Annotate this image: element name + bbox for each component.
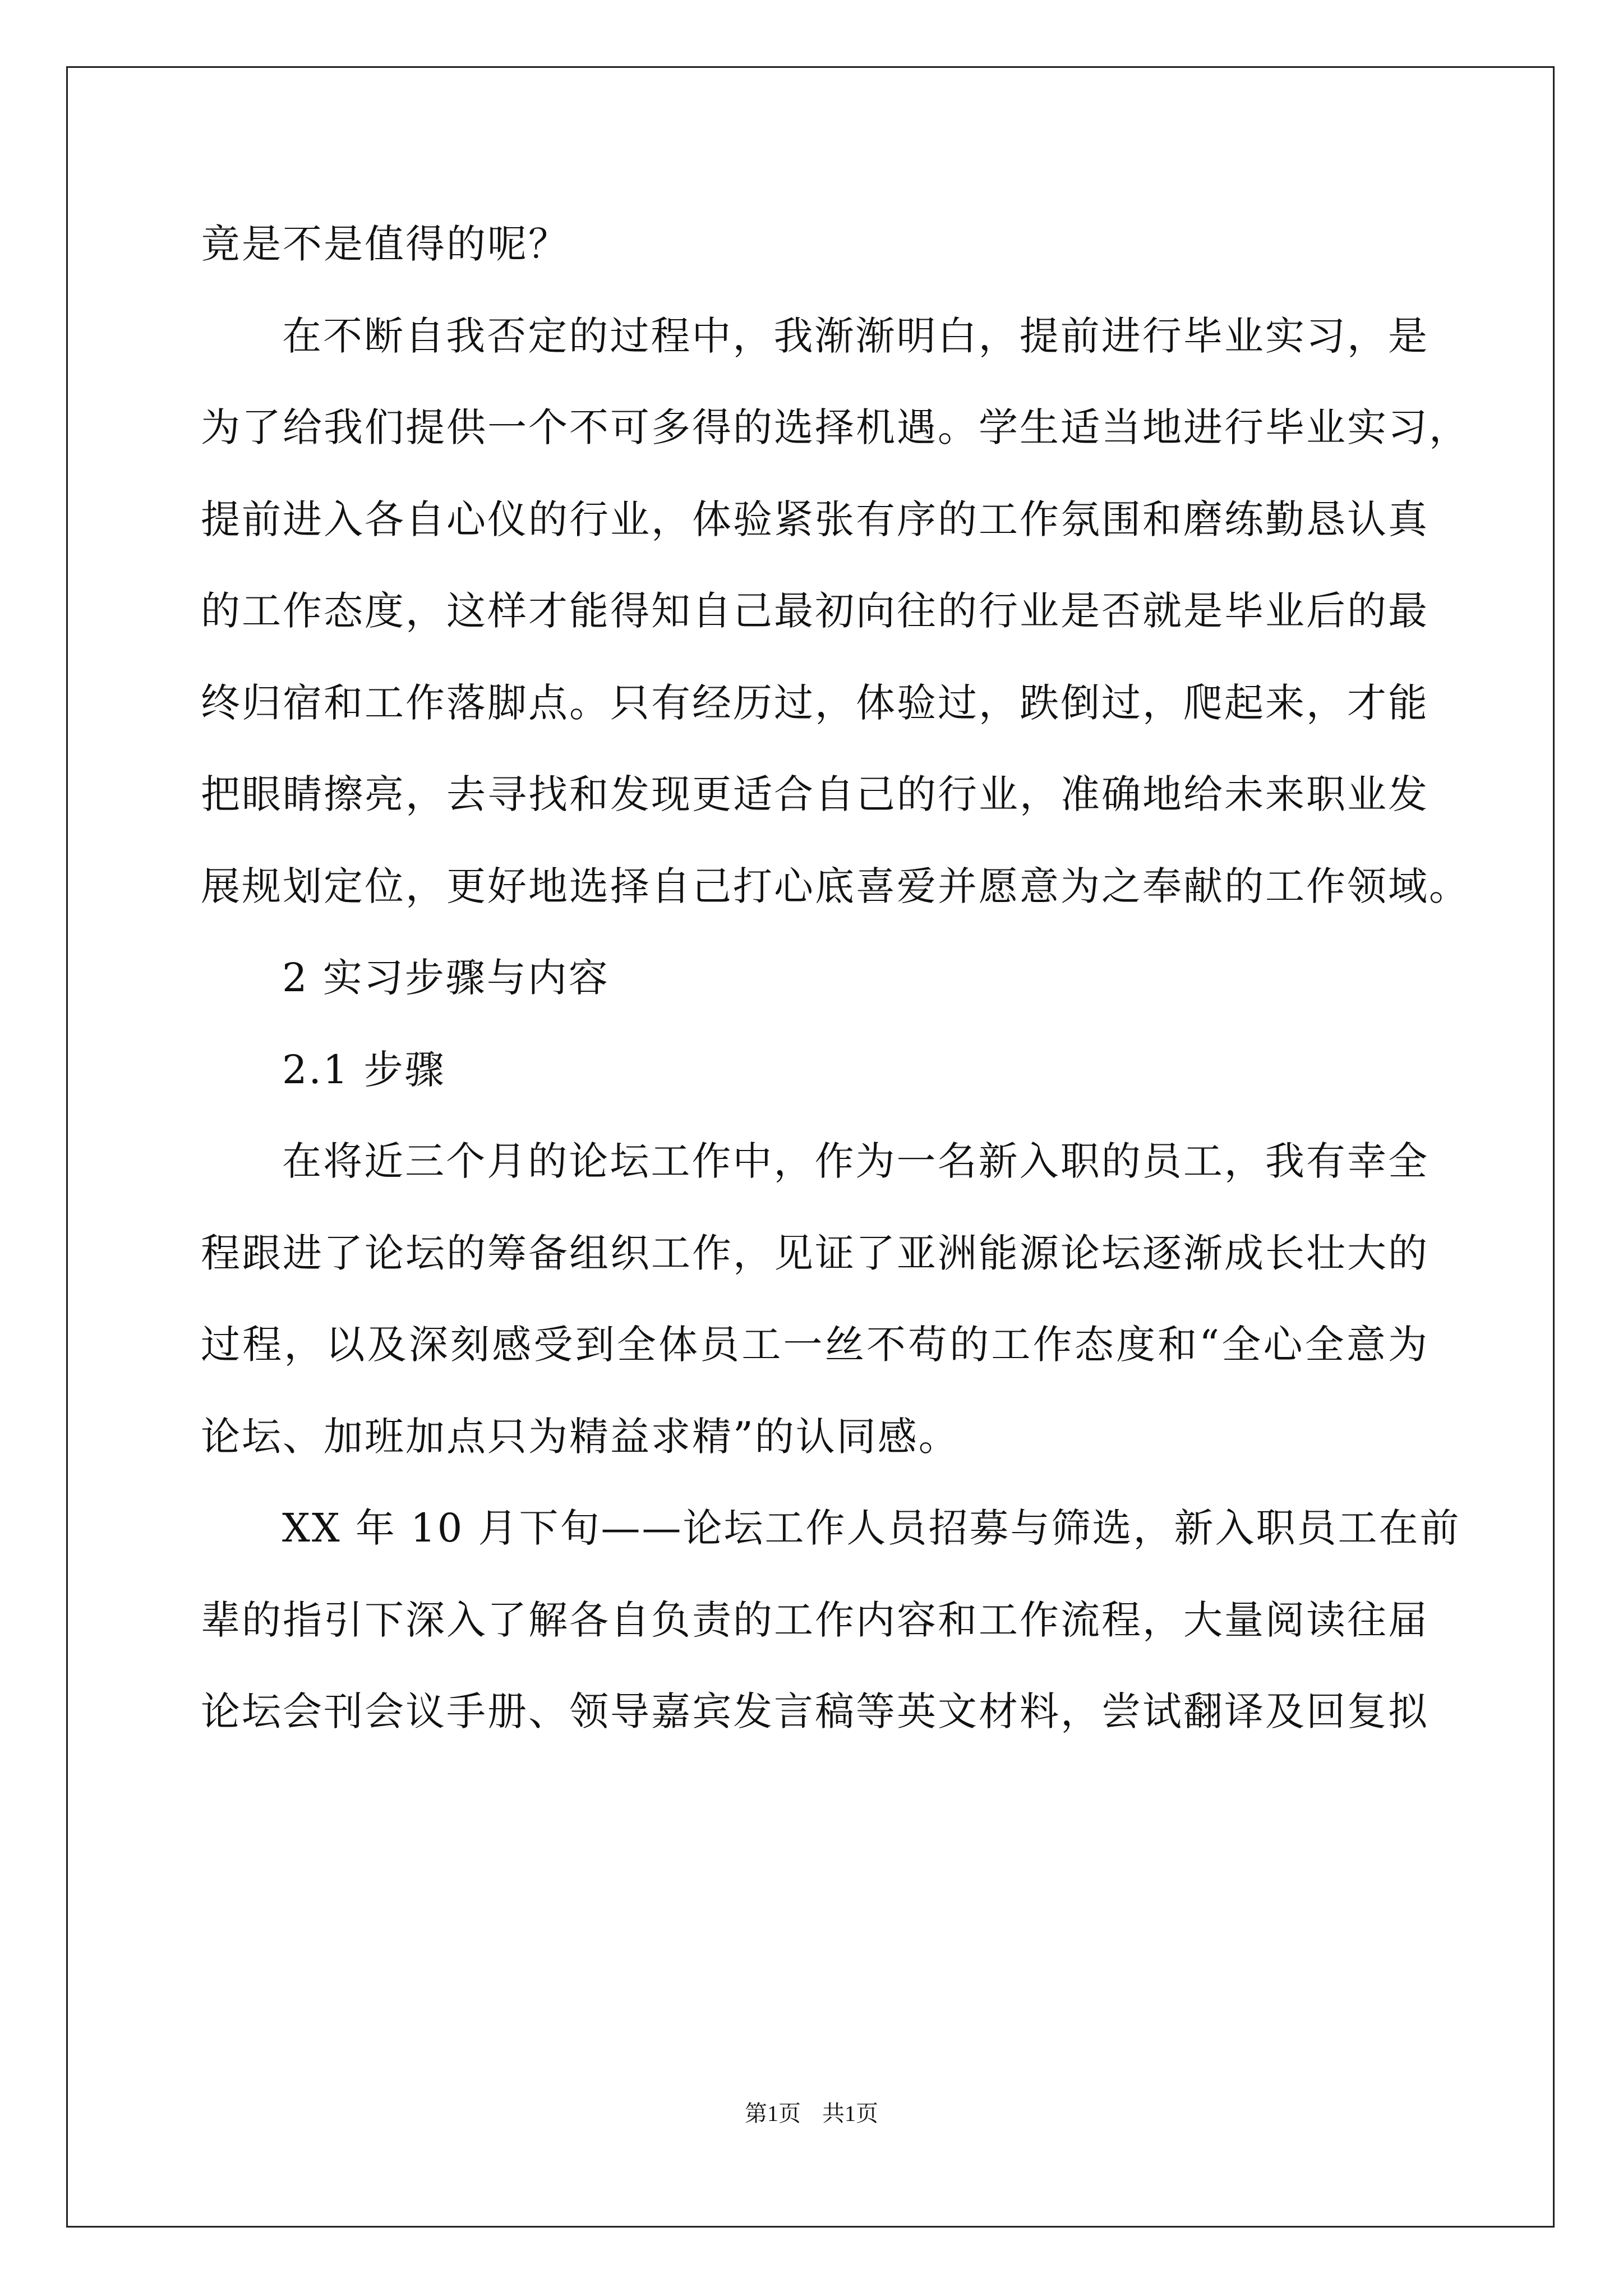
document-body xyxy=(201,216,1470,1775)
text-line: 辈的指引下深入了解各自负责的工作内容和工作流程，大量阅读往届 xyxy=(201,1596,1429,1643)
text-line: 为了给我们提供一个不可多得的选择机遇。学生适当地进行毕业实习， xyxy=(201,404,1470,450)
text-line: 竟是不是值得的呢？ xyxy=(201,221,569,267)
text-line: 终归宿和工作落脚点。只有经历过，体验过，跌倒过，爬起来，才能 xyxy=(201,679,1429,726)
paragraph-start-line: XX 年 10 月下旬——论坛工作人员招募与筛选，新入职员工在前 xyxy=(282,1505,1461,1551)
page-footer xyxy=(0,2097,1623,2131)
subsection-heading: 2.1 步骤 xyxy=(282,1046,446,1093)
text-line: 提前进入各自心仪的行业，体验紧张有序的工作氛围和磨练勤恳认真 xyxy=(201,496,1429,542)
page-total: 共1页 xyxy=(822,2101,878,2126)
paragraph-start-line: 在不断自我否定的过程中，我渐渐明白，提前进行毕业实习，是 xyxy=(282,312,1429,359)
text-line: 程跟进了论坛的筹备组织工作，见证了亚洲能源论坛逐渐成长壮大的 xyxy=(201,1230,1429,1276)
text-line: 过程，以及深刻感受到全体员工一丝不苟的工作态度和“全心全意为 xyxy=(201,1322,1429,1368)
section-heading: 2 实习步骤与内容 xyxy=(282,955,610,1001)
page-number: 第1页 xyxy=(745,2101,801,2126)
paragraph-start-line: 在将近三个月的论坛工作中，作为一名新入职的员工，我有幸全 xyxy=(282,1138,1429,1184)
text-line: 展规划定位，更好地选择自己打心底喜爱并愿意为之奉献的工作领域。 xyxy=(201,863,1470,909)
text-line: 的工作态度，这样才能得知自己最初向往的行业是否就是毕业后的最 xyxy=(201,588,1429,634)
text-line: 把眼睛擦亮，去寻找和发现更适合自己的行业，准确地给未来职业发 xyxy=(201,771,1429,817)
text-line: 论坛、加班加点只为精益求精”的认同感。 xyxy=(201,1413,960,1460)
text-line: 论坛会刊会议手册、领导嘉宾发言稿等英文材料，尝试翻译及回复拟 xyxy=(201,1688,1429,1734)
